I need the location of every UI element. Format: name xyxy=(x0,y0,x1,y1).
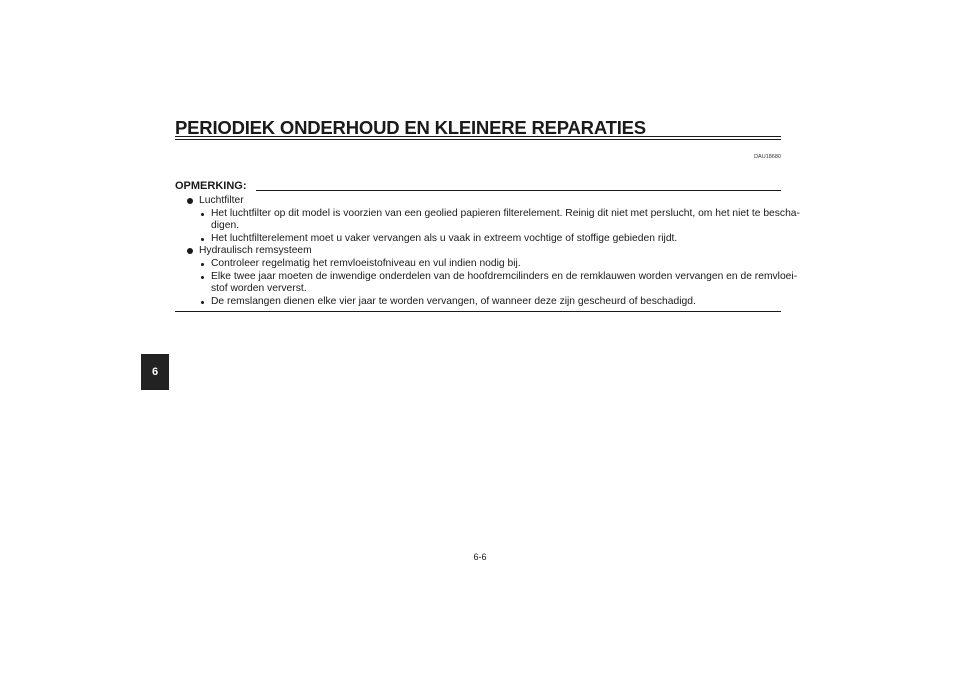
title-rule-bottom xyxy=(175,139,781,140)
note-item-line: stof worden ververst. xyxy=(211,283,307,294)
bullet-sub-icon xyxy=(201,263,204,266)
chapter-tab xyxy=(141,354,169,390)
note-group-label-remsysteem: Hydraulisch remsysteem xyxy=(199,245,312,256)
page-number: 6-6 xyxy=(473,552,487,562)
note-group-label-luchtfilter: Luchtfilter xyxy=(199,195,244,206)
note-heading: OPMERKING: xyxy=(175,180,247,192)
bullet-main-icon xyxy=(187,248,193,254)
note-heading-rule xyxy=(256,190,781,191)
bullet-sub-icon xyxy=(201,213,204,216)
note-item-line: Elke twee jaar moeten de inwendige onderdelen van de hoofdremcilinders en de remklauwen worden vervangen en de remvloei- xyxy=(211,271,798,282)
note-end-rule xyxy=(175,311,781,312)
note-item-line: De remslangen dienen elke vier jaar te worden vervangen, of wanneer deze zijn gescheurd of beschadigd. xyxy=(211,296,696,307)
note-item-line: Controleer regelmatig het remvloeistofniveau en vul indien nodig bij. xyxy=(211,258,521,269)
chapter-number: 6 xyxy=(151,366,159,378)
note-item-line: Het luchtfilterelement moet u vaker vervangen als u vaak in extreem vochtige of stoffige gebieden rijdt. xyxy=(211,233,678,244)
bullet-sub-icon xyxy=(201,301,204,304)
page-title: PERIODIEK ONDERHOUD EN KLEINERE REPARATIES xyxy=(175,117,646,138)
note-item-line: digen. xyxy=(211,220,240,231)
title-rule-top xyxy=(175,136,781,137)
bullet-sub-icon xyxy=(201,276,204,279)
note-item-line: Het luchtfilter op dit model is voorzien van een geolied papieren filterelement. Reinig dit niet met perslucht, om het niet te bescha- xyxy=(211,208,800,219)
document-code: DAU18680 xyxy=(754,154,781,160)
bullet-sub-icon xyxy=(201,238,204,241)
bullet-main-icon xyxy=(187,198,193,204)
